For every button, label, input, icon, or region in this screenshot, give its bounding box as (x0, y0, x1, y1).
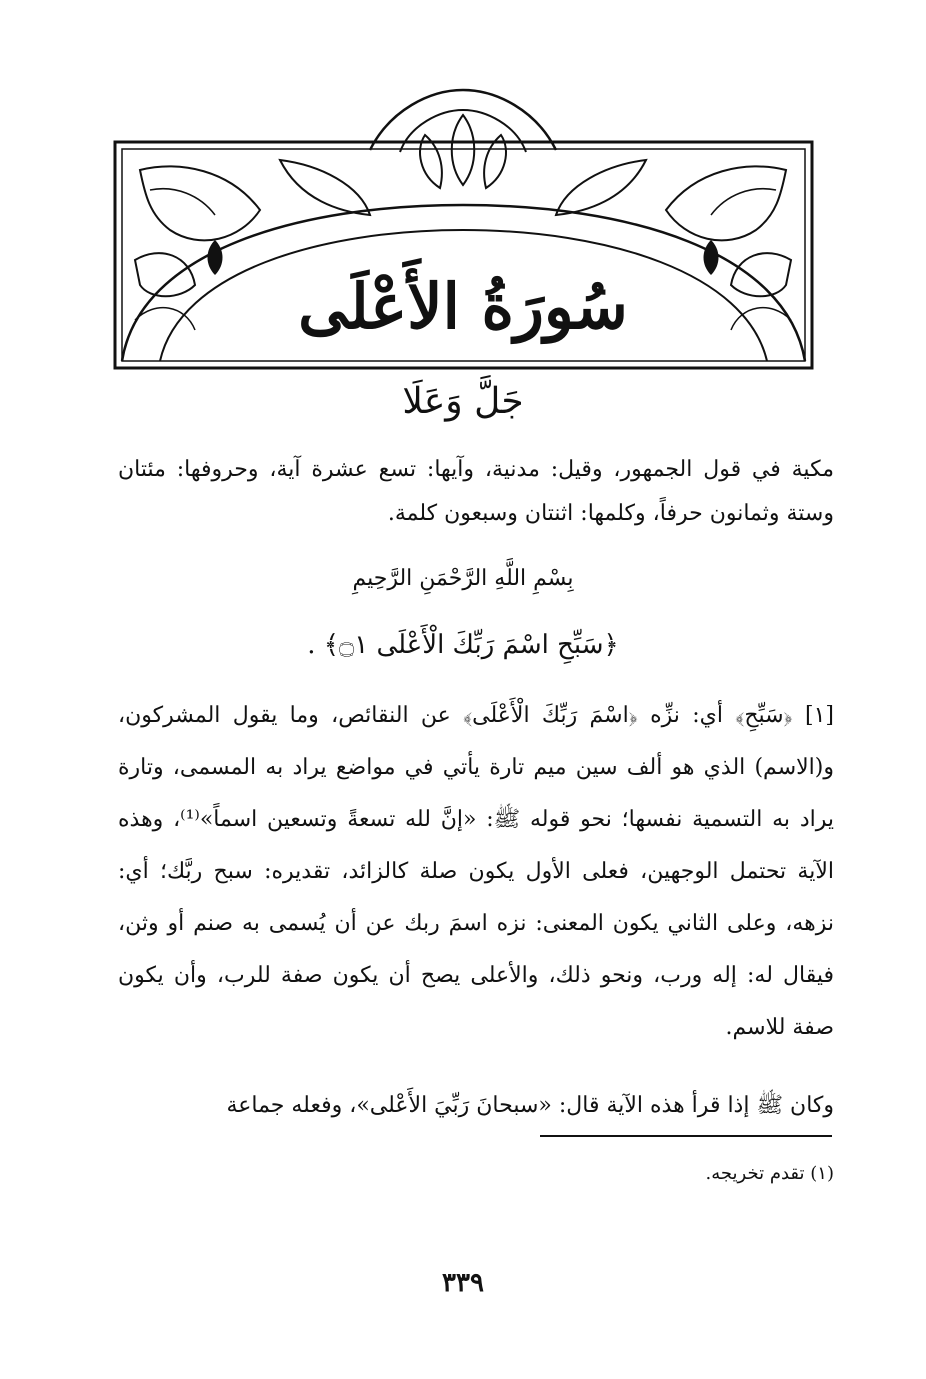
commentary-continuation: وكان ﷺ إذا قرأ هذه الآية قال: «سبحانَ رَبِّيَ الأَعْلى»، وفعله جماعة (226, 1093, 834, 1118)
surah-subtitle: جَلَّ وَعَلَا (402, 381, 524, 422)
basmala: بِسْمِ اللَّهِ الرَّحْمَنِ الرَّحِيمِ (352, 566, 574, 591)
ayah-verse: ﴿سَبِّحِ اسْمَ رَبِّكَ الْأَعْلَى ۝١﴾ . (307, 630, 619, 660)
surah-title: سُورَةُ الأَعْلَى (298, 270, 628, 343)
page-number: ٣٣٩ (442, 1268, 484, 1298)
commentary-paragraph: [١] ﴿سَبِّحِ﴾ أي: نزِّه ﴿اسْمَ رَبِّكَ الْأَعْلَى﴾ عن النقائص، وما يقول المشركون، و(الاسم) الذي هو ألف سين ميم تارة يأتي في مواضع يراد به المسمى، وتارة يراد به التسمية نفسها؛ نحو قوله ﷺ: «إنَّ لله تسعةً وتسعين اسماً»⁽¹⁾، وهذه الآية تحتمل الوجهين، فعلى الأول يكون صلة كالزائد، تقديره: سبح ربَّك؛ أي: نزهه، وعلى الثاني يكون المعنى: نزه اسمَ ربك عن أن يُسمى به صنم أو وثن، فيقال له: إله ورب، ونحو ذلك، والأعلى يصح أن يكون صفة للرب، وأن يكون صفة للاسم. (118, 703, 835, 1040)
footnote-divider (540, 1135, 832, 1137)
footnote: (١) تقدم تخريجه. (705, 1163, 834, 1184)
intro-paragraph: مكية في قول الجمهور، وقيل: مدنية، وآيها: تسع عشرة آية، وحروفها: مئتان وستة وثمانون حرفاً، وكلمها: اثنتان وسبعون كلمة. (118, 457, 834, 526)
